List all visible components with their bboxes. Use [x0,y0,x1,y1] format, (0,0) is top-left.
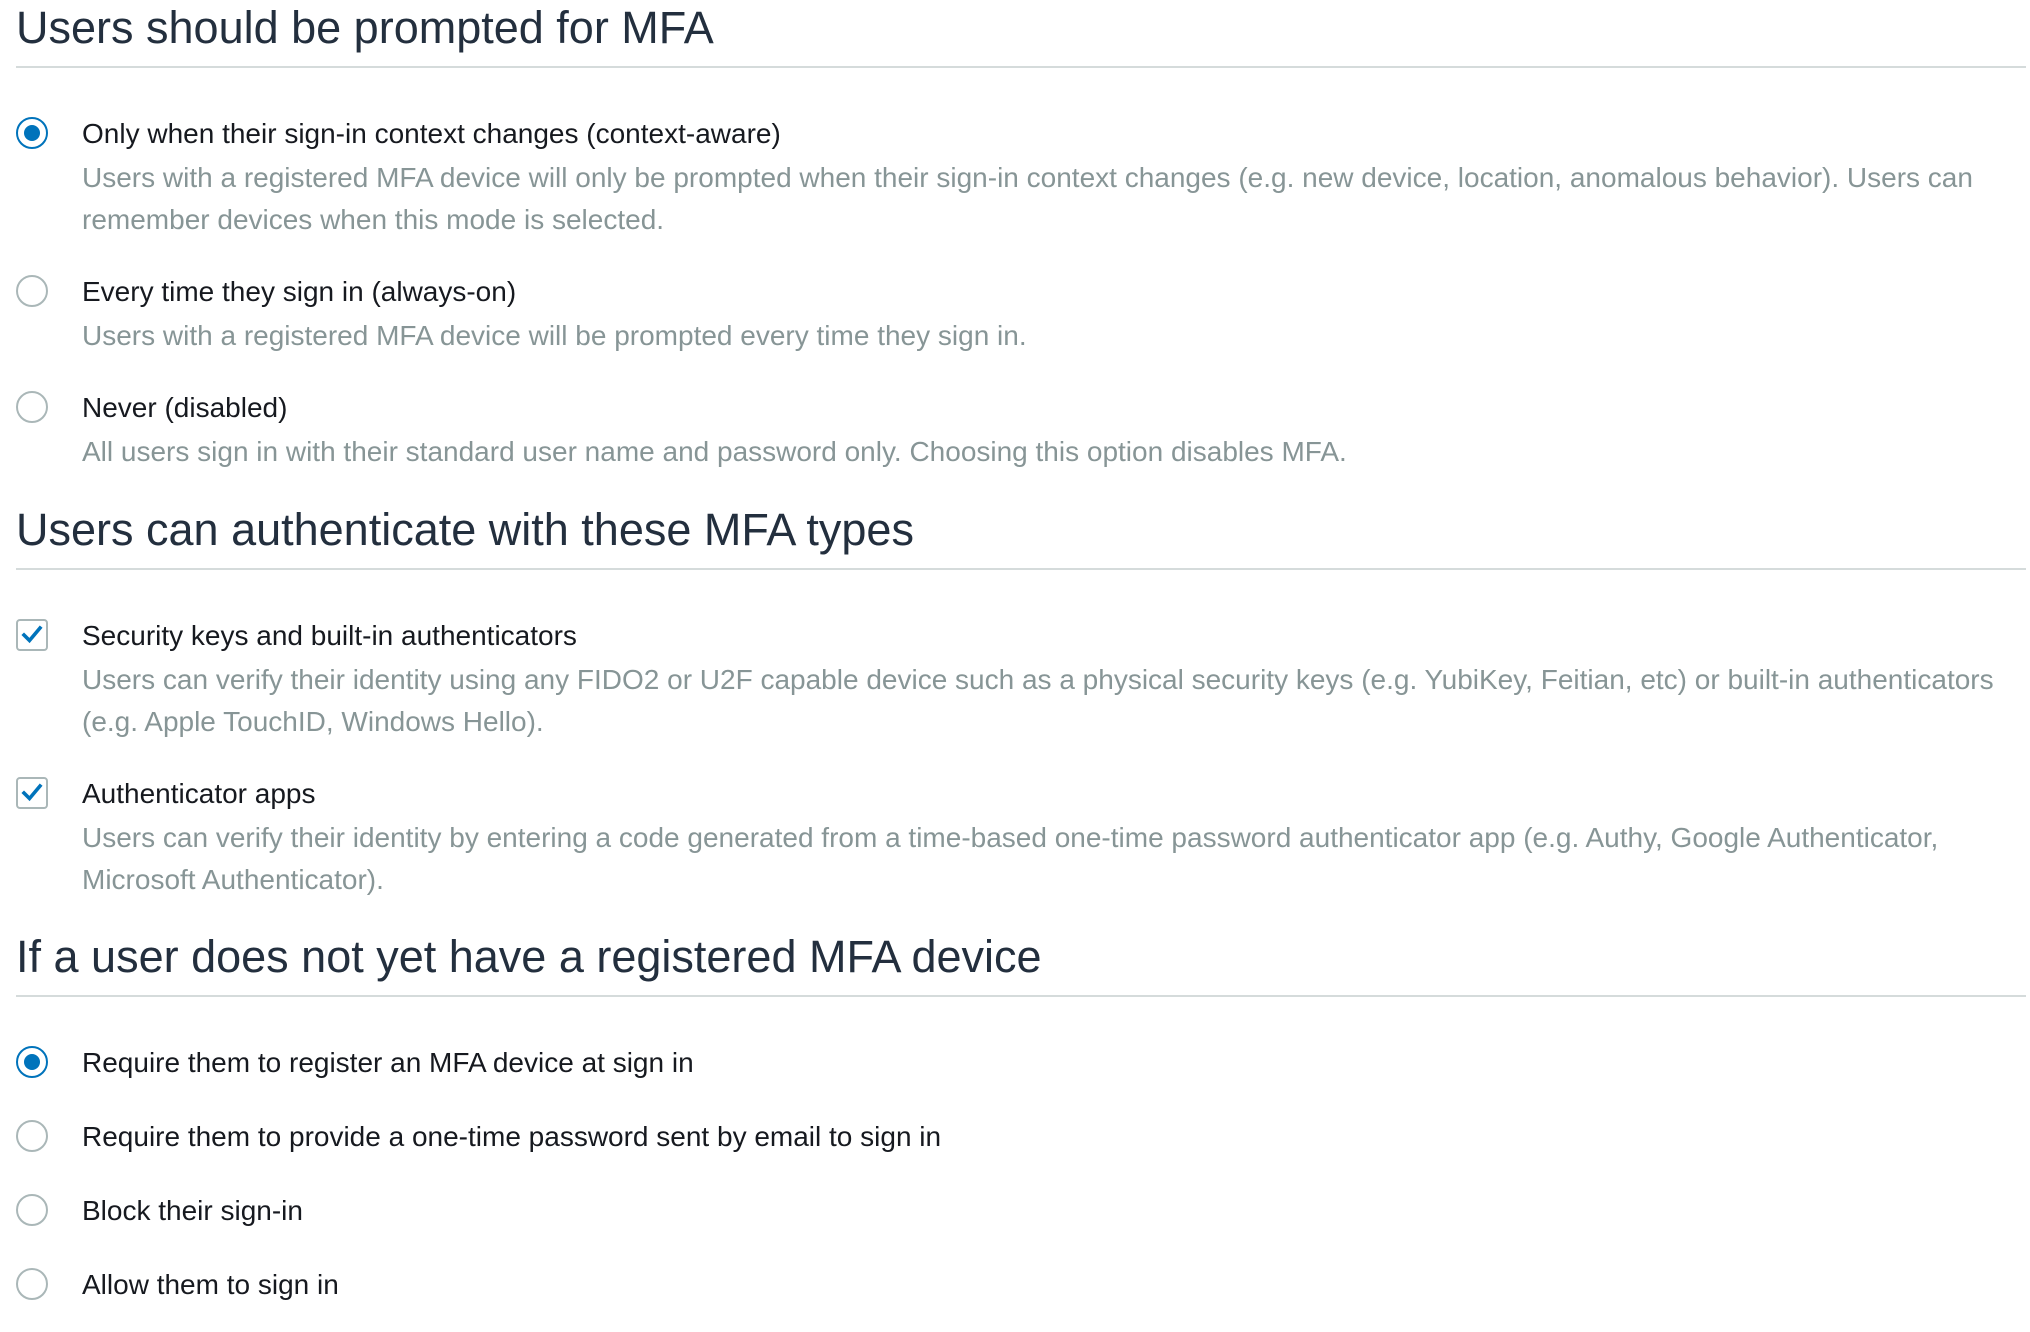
disabled-description: All users sign in with their standard user name and password only. Choosing this option disables MFA. [82,436,1347,467]
security-keys-description: Users can verify their identity using any FIDO2 or U2F capable device such as a physical security keys (e.g. YubiKey, Feitian, etc) or built-in authenticators (e.g. Apple TouchID, Windows Hello). [82,664,1994,737]
mfa-types-divider [16,568,2026,570]
context-aware-description: Users with a registered MFA device will only be prompted when their sign-in context changes (e.g. new device, location, anomalous behavior). Users can remember devices when this mode is selected. [82,162,1973,235]
register-device-radio[interactable] [16,1046,48,1078]
always-on-radio[interactable] [16,275,48,307]
security-keys-label[interactable]: Security keys and built-in authenticators [82,620,577,651]
allow-sign-in-label[interactable]: Allow them to sign in [82,1269,339,1300]
no-device-title: If a user does not yet have a registered MFA device [16,931,1042,982]
block-sign-in-radio[interactable] [16,1194,48,1226]
always-on-label[interactable]: Every time they sign in (always-on) [82,276,517,307]
allow-sign-in-radio[interactable] [16,1268,48,1300]
authenticator-apps-label[interactable]: Authenticator apps [82,778,316,809]
email-otp-label[interactable]: Require them to provide a one-time password sent by email to sign in [82,1121,942,1152]
register-device-label[interactable]: Require them to register an MFA device at sign in [82,1047,694,1078]
authenticator-apps-description: Users can verify their identity by entering a code generated from a time-based one-time password authenticator app (e.g. Authy, Google Authenticator, Microsoft Authenticator). [82,822,1939,895]
context-aware-radio[interactable] [16,117,48,149]
disabled-label[interactable]: Never (disabled) [82,392,288,423]
block-sign-in-label[interactable]: Block their sign-in [82,1195,303,1226]
checkmark-icon [18,779,46,807]
security-keys-checkbox[interactable] [16,619,48,651]
radio-selected-dot [24,1054,40,1070]
checkmark-icon [18,621,46,649]
always-on-description: Users with a registered MFA device will be prompted every time they sign in. [82,320,1027,351]
context-aware-label[interactable]: Only when their sign-in context changes (context-aware) [82,118,781,149]
authenticator-apps-checkbox[interactable] [16,777,48,809]
mfa-types-title: Users can authenticate with these MFA types [16,504,914,555]
prompt-mode-divider [16,66,2026,68]
email-otp-radio[interactable] [16,1120,48,1152]
prompt-mode-title: Users should be prompted for MFA [16,2,714,53]
radio-selected-dot [24,125,40,141]
no-device-divider [16,995,2026,997]
disabled-radio[interactable] [16,391,48,423]
